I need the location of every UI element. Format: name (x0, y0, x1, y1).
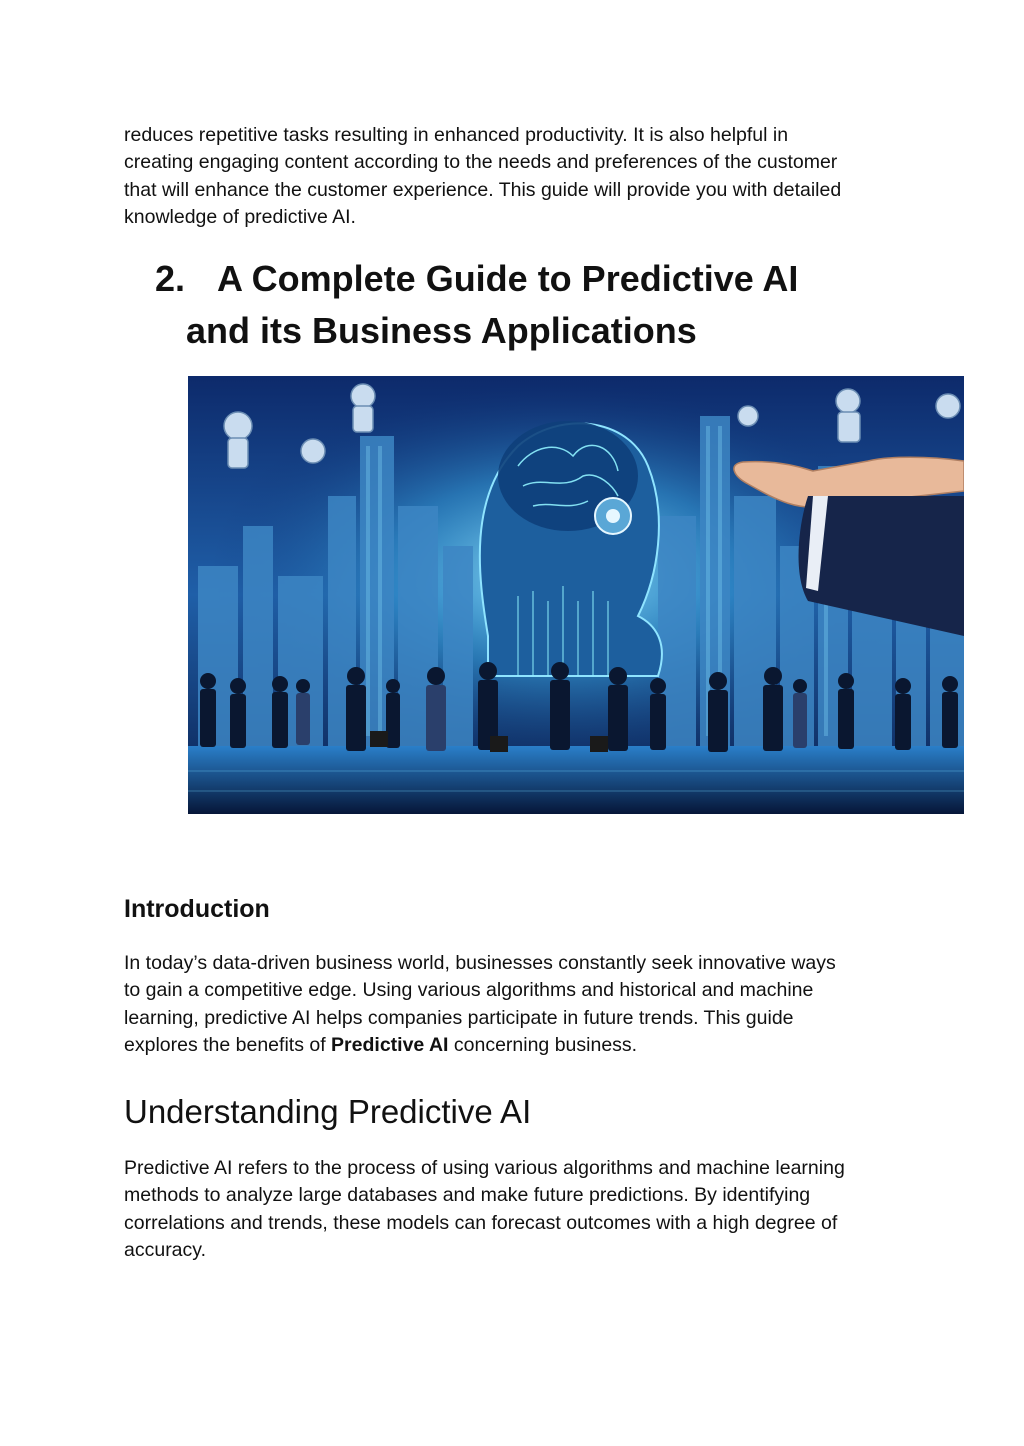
paragraph-line-after: concerning business. (448, 1033, 638, 1056)
section-title-line-2: and its Business Applications (186, 310, 697, 351)
paragraph-line: creating engaging content according to the needs and preferences of the customer (124, 151, 838, 174)
ai-business-illustration-icon (188, 376, 964, 814)
section-title-line-1: A Complete Guide to Predictive AI (217, 258, 799, 299)
paragraph-line: accuracy. (124, 1238, 206, 1261)
paragraph-line: knowledge of predictive AI. (124, 205, 356, 228)
paragraph-line: that will enhance the customer experience. This guide will provide you with detailed (124, 178, 842, 201)
paragraph-line-before: explores the benefits of (124, 1033, 332, 1056)
intro-paragraph (124, 122, 904, 231)
hero-image (188, 376, 964, 814)
understanding-heading: Understanding Predictive AI (124, 1093, 532, 1130)
introduction-paragraph (124, 950, 904, 1059)
section-heading (155, 253, 955, 357)
paragraph-line: methods to analyze large databases and make future predictions. By identifying (124, 1184, 811, 1207)
paragraph-line: correlations and trends, these models can forecast outcomes with a high degree of (124, 1211, 838, 1234)
paragraph-line: to gain a competitive edge. Using various algorithms and historical and machine (124, 979, 814, 1002)
paragraph-line: In today’s data-driven business world, businesses constantly seek innovative ways (124, 952, 836, 974)
understanding-paragraph (124, 1155, 904, 1264)
predictive-ai-bold: Predictive AI (331, 1033, 449, 1056)
section-number: 2. (155, 258, 186, 299)
paragraph-line: reduces repetitive tasks resulting in enhanced productivity. It is also helpful in (124, 124, 789, 146)
paragraph-line: Predictive AI refers to the process of using various algorithms and machine learning (124, 1157, 845, 1179)
introduction-heading: Introduction (124, 895, 270, 923)
paragraph-line: learning, predictive AI helps companies participate in future trends. This guide (124, 1006, 794, 1029)
